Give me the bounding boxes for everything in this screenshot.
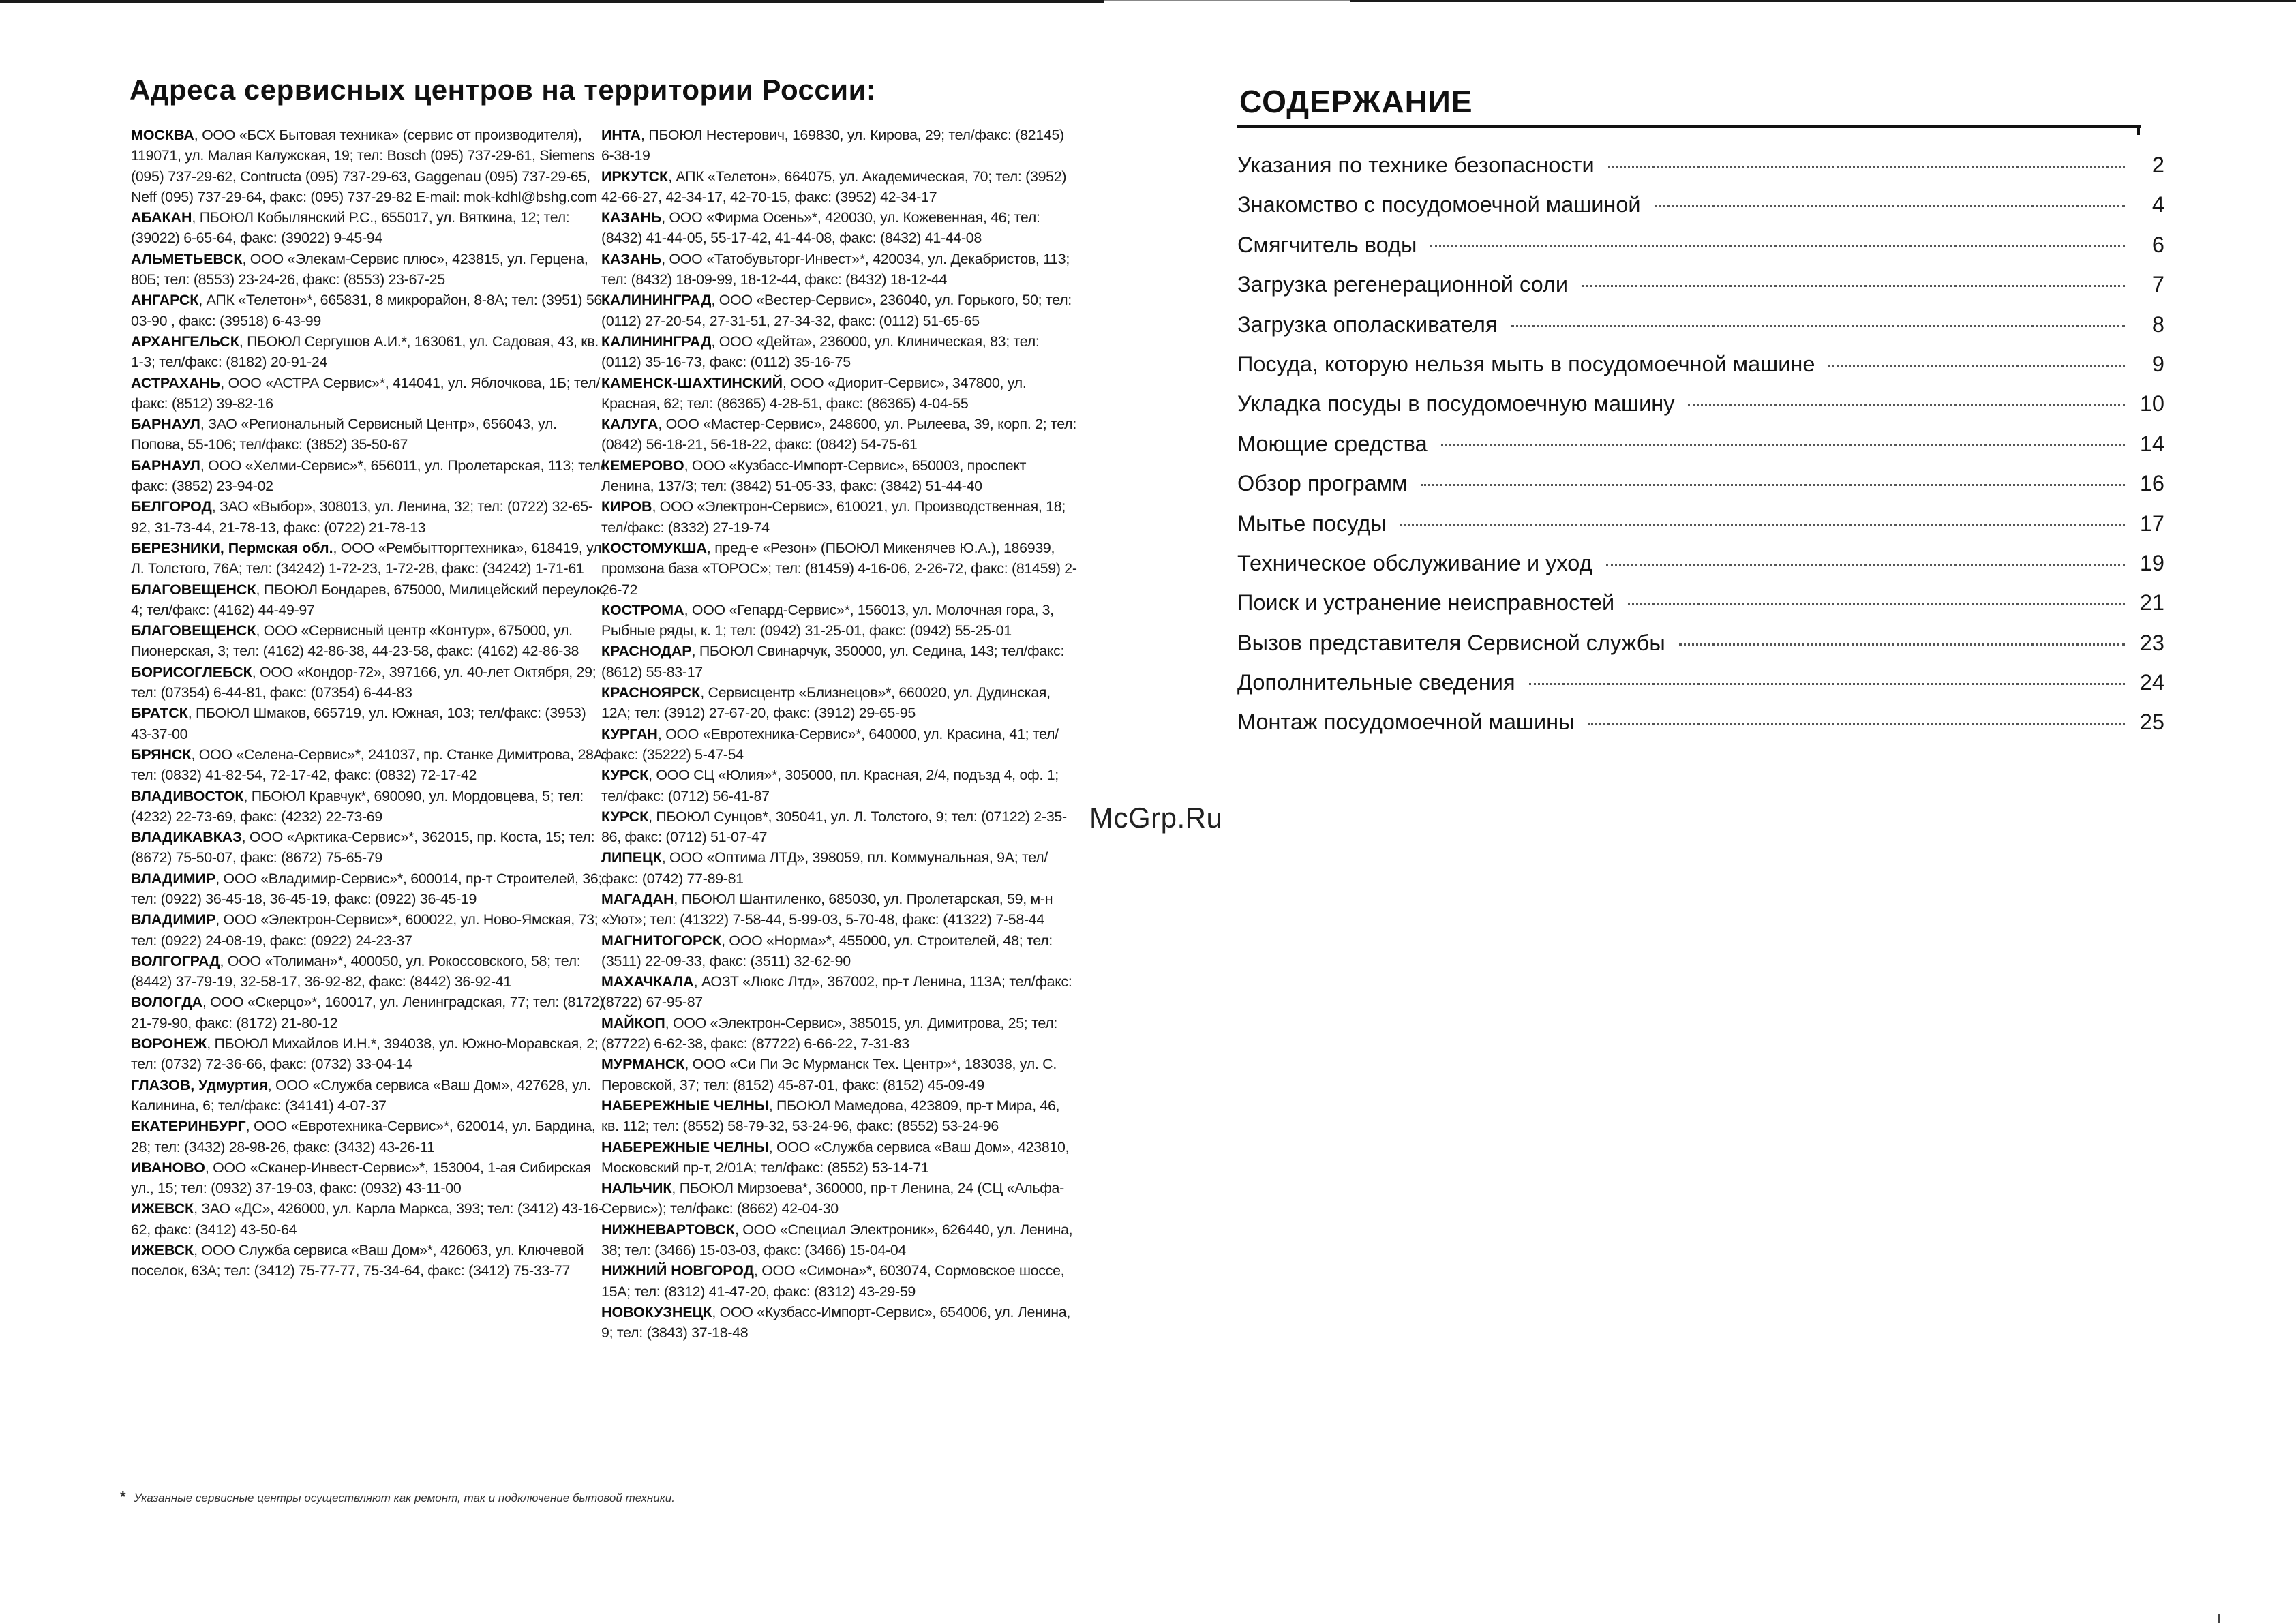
service-center-details: , ООО «Специал Электроник», 626440, ул. Ленина, 38; тел: (3466) 15-03-03, факс: (3466) 15-04-04 <box>601 1221 1073 1259</box>
service-center-city: КУРСК <box>601 808 649 825</box>
service-center-entry <box>601 496 1078 538</box>
service-center-details: , ООО «Дейта», 236000, ул. Клиническая, 83; тел: (0112) 35-16-73, факс: (0112) 35-16-75 <box>601 333 1040 371</box>
service-center-details: , ПБОЮЛ Михайлов И.Н.*, 394038, ул. Южно-Моравская, 2; тел: (0732) 72-36-66, факс: (0732) 33-04-14 <box>131 1035 599 1073</box>
service-center-entry <box>601 682 1078 724</box>
service-center-details: , ООО «Евротехника-Сервис»*, 620014, ул. Бардина, 28; тел: (3432) 28-98-26, факс: (3432) 43-26-11 <box>131 1118 596 1155</box>
service-center-entry <box>601 414 1078 455</box>
service-center-details: , ООО «Хелми-Сервис»*, 656011, ул. Пролетарская, 113; тел/факс: (3852) 23-94-02 <box>131 457 605 495</box>
service-center-details: , ООО «Рембытторгтехника», 618419, ул. Л. Толстого, 76А; тел: (34242) 1-72-23, 1-72-28, факс: (34242) 1-71-61 <box>131 539 605 577</box>
service-center-details: , ООО «Электрон-Сервис», 385015, ул. Димитрова, 25; тел: (87722) 6-62-38, факс: (87722) 6-66-22, 7-31-83 <box>601 1014 1058 1052</box>
service-center-details: , АОЗТ «Люкс Лтд», 367002, пр-т Ленина, 113А; тел/факс: (8722) 67-95-87 <box>601 973 1072 1011</box>
service-center-city: КОСТРОМА <box>601 601 684 618</box>
service-center-details: , ООО «Си Пи Эс Мурманск Тех. Центр»*, 183038, ул. С. Перовской, 37; тел: (8152) 45-87-01, факс: (8152) 45-09-49 <box>601 1056 1057 1093</box>
service-center-entry <box>601 1137 1078 1179</box>
service-center-city: КРАСНОДАР <box>601 643 692 660</box>
service-center-details: , ЗАО «Выбор», 308013, ул. Ленина, 32; тел: (0722) 32-65-92, 31-73-44, 21-78-13, факс: (0722) 21-78-13 <box>131 498 593 536</box>
service-center-city: КАЛУГА <box>601 416 659 433</box>
service-center-details: , ООО «Электрон-Сервис», 610021, ул. Производственная, 18; тел/факс: (8332) 27-19-74 <box>601 498 1066 536</box>
toc-dot-leader <box>1828 365 2125 367</box>
service-center-details: , ООО «Вестер-Сервис», 236040, ул. Горького, 50; тел: (0112) 27-20-54, 27-31-51, 27-34-32, факс: (0112) 51-65-65 <box>601 292 1072 329</box>
service-center-details: , ООО «Кузбасс-Импорт-Сервис», 654006, ул. Ленина, 9; тел: (3843) 37-18-48 <box>601 1303 1071 1341</box>
service-center-city: КУРСК <box>601 767 649 784</box>
service-center-city: МАГНИТОГОРСК <box>601 932 722 949</box>
service-center-city: КАЗАНЬ <box>601 209 662 226</box>
service-center-city: МАХАЧКАЛА <box>601 973 694 990</box>
service-center-city: БАРНАУЛ <box>131 457 200 474</box>
service-center-details: , ООО «Фирма Осень»*, 420030, ул. Кожевенная, 46; тел: (8432) 41-44-05, 55-17-42, 41-44-08, факс: (8432) 41-44-08 <box>601 209 1040 247</box>
service-center-entry <box>601 806 1078 848</box>
service-center-city: БРАТСК <box>131 705 188 722</box>
service-center-entry <box>601 1095 1078 1137</box>
toc-dot-leader <box>1628 603 2125 605</box>
service-center-city: БОРИСОГЛЕБСК <box>131 663 252 680</box>
toc-entry <box>1237 192 2164 232</box>
toc-entry-title: Мытье посуды <box>1237 511 1387 536</box>
toc-entry-title: Обзор программ <box>1237 471 1408 496</box>
service-center-city: ВЛАДИВОСТОК <box>131 787 244 804</box>
service-center-entry <box>131 496 608 538</box>
toc-dot-leader <box>1582 285 2125 287</box>
service-center-entry <box>601 641 1078 682</box>
service-center-details: , ООО «Кондор-72», 397166, ул. 40-лет Октября, 29; тел: (07354) 6-44-81, факс: (07354) 6-44-83 <box>131 663 596 701</box>
toc-entry-title: Моющие средства <box>1237 431 1428 456</box>
service-center-city: ВЛАДИКАВКАЗ <box>131 829 242 846</box>
service-center-details: , ПБОЮЛ Свинарчук, 350000, ул. Седина, 143; тел/факс: (8612) 55-83-17 <box>601 643 1065 680</box>
service-center-details: , ЗАО «ДС», 426000, ул. Карла Маркса, 393; тел: (3412) 43-16-62, факс: (3412) 43-50-64 <box>131 1200 603 1238</box>
service-center-details: , ПБОЮЛ Шантиленко, 685030, ул. Пролетарская, 59, м-н «Уют»; тел: (41322) 7-58-44, 5-99-03, 5-70-48, факс: (41322) 7-58-44 <box>601 890 1053 928</box>
toc-dot-leader <box>1400 524 2125 526</box>
service-center-entry <box>601 1219 1078 1261</box>
service-center-entry <box>601 1260 1078 1302</box>
service-center-entry <box>601 538 1078 600</box>
toc-page-number: 24 <box>2139 670 2164 695</box>
service-center-city: НОВОКУЗНЕЦК <box>601 1303 712 1320</box>
toc-page-number: 16 <box>2139 471 2164 496</box>
toc-entry <box>1237 670 2164 710</box>
service-center-city: КАЛИНИНГРАД <box>601 333 712 350</box>
service-center-entry <box>131 579 608 621</box>
toc-page-number: 21 <box>2139 590 2164 616</box>
service-center-details: , ПБОЮЛ Сергушов А.И.*, 163061, ул. Садовая, 43, кв. 1-3; тел/факс: (8182) 20-91-24 <box>131 333 599 371</box>
toc-page-number: 8 <box>2151 312 2164 337</box>
service-center-city: НАЛЬЧИК <box>601 1180 672 1197</box>
address-column-left <box>131 125 608 1281</box>
service-center-details: , ООО Служба сервиса «Ваш Дом»*, 426063, ул. Ключевой поселок, 63А; тел: (3412) 75-77-77, 75-34-64, факс: (3412) 75-33-77 <box>131 1242 584 1279</box>
service-center-details: , ООО «БСХ Бытовая техника» (сервис от производителя), 119071, ул. Малая Калужская, 19; тел: Bosch (095) 737-29-61, Siemens (095) 737-29-62, Contructa (095) 737-29-63, Gaggenau (095) 737-29-65, Neff (095) 737-29-64, факс: (095) 737-29-82 E-mail: mok-kdhl@bshg.com <box>131 127 598 205</box>
service-center-entry <box>131 290 608 331</box>
toc-dot-leader <box>1588 723 2125 725</box>
service-center-details: , ПБОЮЛ Нестерович, 169830, ул. Кирова, 29; тел/факс: (82145) 6-38-19 <box>601 127 1064 164</box>
toc-dot-leader <box>1421 484 2125 486</box>
toc-page-number: 7 <box>2151 272 2164 297</box>
service-center-entry <box>131 1075 608 1117</box>
toc-entry <box>1237 710 2164 749</box>
toc-entry-title: Посуда, которую нельзя мыть в посудомоечной машине <box>1237 351 1815 376</box>
service-center-entry <box>601 125 1078 166</box>
service-center-city: ИВАНОВО <box>131 1159 205 1176</box>
service-center-details: , ООО «Мастер-Сервис», 248600, ул. Рылеева, 39, корп. 2; тел: (0842) 56-18-21, 56-18-22, факс: (0842) 54-75-61 <box>601 416 1076 453</box>
scan-top-edge-left <box>0 0 1104 3</box>
service-center-details: , пред-е «Резон» (ПБОЮЛ Микенячев Ю.А.), 186939, промзона база «ТОРОС»; тел: (81459) 4-16-06, 2-26-72, факс: (81459) 2-26-72 <box>601 539 1077 598</box>
toc-entry-title: Смягчитель воды <box>1237 232 1417 257</box>
scan-corner-mark <box>2218 1614 2220 1623</box>
toc-entry <box>1237 312 2164 352</box>
service-center-city: МУРМАНСК <box>601 1056 685 1073</box>
service-center-details: , ПБОЮЛ Мирзоева*, 360000, пр-т Ленина, 24 (СЦ «Альфа-Сервис»); тел/факс: (8662) 42-04-30 <box>601 1180 1064 1217</box>
service-center-details: , ООО СЦ «Юлия»*, 305000, пл. Красная, 2/4, подъзд 4, оф. 1; тел/факс: (0712) 56-41-87 <box>601 767 1059 804</box>
service-center-entry <box>601 889 1078 930</box>
service-center-entry <box>131 455 608 497</box>
service-center-details: , ООО «Сервисный центр «Контур», 675000, ул. Пионерская, 3; тел: (4162) 42-86-38, 44-23-58, факс: (4162) 42-86-38 <box>131 622 579 660</box>
toc-page-number: 2 <box>2151 153 2164 177</box>
service-center-details: , ООО «Служба сервиса «Ваш Дом», 423810, Московский пр-т, 2/01А; тел/факс: (8552) 53-14-71 <box>601 1138 1070 1176</box>
toc-dot-leader <box>1655 205 2125 207</box>
service-center-city: КАЗАНЬ <box>601 250 662 267</box>
toc-page-number: 25 <box>2139 710 2164 735</box>
service-center-entry <box>601 847 1078 889</box>
service-center-entry <box>131 125 608 207</box>
service-center-city: БЛАГОВЕЩЕНСК <box>131 581 256 598</box>
service-center-details: , ООО «АСТРА Сервис»*, 414041, ул. Яблочкова, 1Б; тел/факс: (8512) 39-82-16 <box>131 374 600 412</box>
service-center-entry <box>131 620 608 662</box>
service-center-city: ЛИПЕЦК <box>601 849 662 866</box>
service-center-entry <box>601 1178 1078 1219</box>
service-center-details: , ООО «Толиман»*, 400050, ул. Рокоссовского, 58; тел: (8442) 37-79-19, 32-58-17, 36-92-82, факс: (8442) 36-92-41 <box>131 952 581 990</box>
toc-dot-leader <box>1511 325 2126 327</box>
footnote <box>120 1488 938 1506</box>
service-center-details: , ООО «Кузбасс-Импорт-Сервис», 650003, проспект Ленина, 137/3; тел: (3842) 51-05-33, факс: (3842) 51-44-40 <box>601 457 1027 495</box>
toc-dot-leader <box>1688 404 2125 406</box>
service-center-entry <box>131 662 608 703</box>
service-center-city: НАБЕРЕЖНЫЕ ЧЕЛНЫ <box>601 1097 769 1114</box>
service-center-details: , ООО «Владимир-Сервис»*, 600014, пр-т Строителей, 36; тел: (0922) 36-45-18, 36-45-19, факс: (0922) 36-45-19 <box>131 870 603 907</box>
service-center-entry <box>131 909 608 951</box>
service-center-details: , ООО «Норма»*, 455000, ул. Строителей, 48; тел: (3511) 22-09-33, факс: (3511) 32-62-90 <box>601 932 1053 969</box>
service-center-city: КАЛИНИНГРАД <box>601 292 712 309</box>
toc-list <box>1237 153 2164 750</box>
service-center-city: ИЖЕВСК <box>131 1242 194 1259</box>
service-center-details: , АПК «Телетон»*, 665831, 8 микрорайон, 8-8А; тел: (3951) 56-03-90 , факс: (39518) 6-43-99 <box>131 292 607 329</box>
service-center-entry <box>131 1157 608 1199</box>
toc-entry <box>1237 153 2164 192</box>
toc-page-number: 23 <box>2139 630 2164 655</box>
service-center-city: АНГАРСК <box>131 292 199 309</box>
service-center-city: КОСТОМУКША <box>601 539 707 556</box>
toc-page-number: 19 <box>2139 550 2164 575</box>
service-center-details: , ООО «Арктика-Сервис»*, 362015, пр. Коста, 15; тел: (8672) 75-50-07, факс: (8672) 75-65-79 <box>131 829 595 866</box>
footnote-asterisk: * <box>120 1488 126 1505</box>
service-center-city: БЕЛГОРОД <box>131 498 212 515</box>
toc-page-number: 9 <box>2151 351 2164 376</box>
toc-title-rule <box>1237 125 2141 128</box>
service-center-entry <box>131 868 608 910</box>
service-center-city: КРАСНОЯРСК <box>601 684 701 701</box>
toc-entry <box>1237 352 2164 391</box>
toc-dot-leader <box>1529 683 2125 685</box>
service-center-entry <box>601 455 1078 497</box>
toc-entry-title: Вызов представителя Сервисной службы <box>1237 630 1665 655</box>
service-center-entry <box>131 744 608 786</box>
service-center-entry <box>131 207 608 249</box>
service-center-details: , ООО «Элекам-Сервис плюс», 423815, ул. Герцена, 80Б; тел: (8553) 23-24-26, факс: (8553) 23-67-25 <box>131 250 588 288</box>
toc-entry-title: Техническое обслуживание и уход <box>1237 550 1592 575</box>
toc-page-number: 14 <box>2139 431 2164 456</box>
service-center-city: ВЛАДИМИР <box>131 870 216 887</box>
service-center-entry <box>131 373 608 414</box>
toc-entry <box>1237 551 2164 590</box>
service-center-details: , ООО «Скерцо»*, 160017, ул. Ленинградская, 77; тел: (8172) 21-79-90, факс: (8172) 21-80-12 <box>131 994 604 1031</box>
service-center-entry <box>601 249 1078 290</box>
toc-page-number: 10 <box>2139 391 2164 416</box>
service-center-city: МАГАДАН <box>601 890 674 907</box>
toc-page-number: 6 <box>2151 232 2164 257</box>
toc-entry-title: Дополнительные сведения <box>1237 670 1515 695</box>
service-center-city: АБАКАН <box>131 209 192 226</box>
service-center-entry <box>601 971 1078 1013</box>
watermark: McGrp.Ru <box>1089 802 1223 834</box>
toc-entry <box>1237 471 2164 511</box>
service-center-details: , ПБОЮЛ Мамедова, 423809, пр-т Мира, 46, кв. 112; тел: (8552) 58-79-32, 53-24-96, факс: (8552) 53-24-96 <box>601 1097 1060 1135</box>
service-center-entry <box>601 765 1078 806</box>
service-center-entry <box>131 1033 608 1075</box>
service-center-entry <box>131 538 608 579</box>
service-center-city: ВОЛГОГРАД <box>131 952 220 969</box>
service-center-entry <box>131 951 608 992</box>
service-center-details: , ООО «Евротехника-Сервис»*, 640000, ул. Красина, 41; тел/факс: (35222) 5-47-54 <box>601 725 1059 763</box>
service-center-city: БРЯНСК <box>131 746 192 763</box>
toc-entry-title: Поиск и устранение неисправностей <box>1237 590 1615 616</box>
service-center-entry <box>131 703 608 744</box>
service-center-details: , ПБОЮЛ Сунцов*, 305041, ул. Л. Толстого, 9; тел: (07122) 2-35-86, факс: (0712) 51-07-47 <box>601 808 1067 846</box>
toc-entry <box>1237 232 2164 272</box>
service-center-details: , ЗАО «Региональный Сервисный Центр», 656043, ул. Попова, 55-106; тел/факс: (3852) 35-50-67 <box>131 416 557 453</box>
addresses-title: Адреса сервисных центров на территории России: <box>130 74 877 106</box>
service-center-entry <box>131 1198 608 1240</box>
toc-entry-title: Укладка посуды в посудомоечную машину <box>1237 391 1675 416</box>
service-center-city: ВОЛОГДА <box>131 994 202 1011</box>
service-center-city: НИЖНИЙ НОВГОРОД <box>601 1262 754 1279</box>
scan-top-edge-mid <box>1104 0 1350 1</box>
toc-page-number: 4 <box>2151 192 2164 217</box>
toc-entry <box>1237 431 2164 471</box>
service-center-entry <box>601 166 1078 208</box>
toc-dot-leader <box>1606 564 2125 566</box>
service-center-city: МАЙКОП <box>601 1014 665 1031</box>
service-center-city: БЕРЕЗНИКИ, Пермская обл. <box>131 539 333 556</box>
service-center-city: БАРНАУЛ <box>131 416 200 433</box>
service-center-details: , ООО «Служба сервиса «Ваш Дом», 427628, ул. Калинина, 6; тел/факс: (34141) 4-07-37 <box>131 1076 591 1114</box>
service-center-entry <box>601 930 1078 972</box>
service-center-entry <box>131 414 608 455</box>
service-center-details: , ООО «Электрон-Сервис»*, 600022, ул. Ново-Ямская, 73; тел: (0922) 24-08-19, факс: (0922) 24-23-37 <box>131 911 599 949</box>
service-center-city: КУРГАН <box>601 725 658 742</box>
footnote-text: Указанные сервисные центры осуществляют как ремонт, так и подключение бытовой техники. <box>134 1491 675 1504</box>
service-center-details: , ООО «Селена-Сервис»*, 241037, пр. Станке Димитрова, 28А; тел: (0832) 41-82-54, 72-17-42, факс: (0832) 72-17-42 <box>131 746 607 784</box>
toc-dot-leader <box>1430 245 2125 247</box>
service-center-entry <box>131 1240 608 1281</box>
scan-top-edge-right <box>1350 0 2296 2</box>
service-center-details: , ООО «Диорит-Сервис», 347800, ул. Красная, 62; тел: (86365) 4-28-51, факс: (86365) 4-04-55 <box>601 374 1027 412</box>
service-center-details: , ООО «Гепард-Сервис»*, 156013, ул. Молочная гора, 3, Рыбные ряды, к. 1; тел: (0942) 31-25-01, факс: (0942) 55-25-01 <box>601 601 1054 639</box>
toc-dot-leader <box>1608 166 2125 168</box>
service-center-entry <box>601 207 1078 249</box>
service-center-entry <box>601 373 1078 414</box>
service-center-city: ИНТА <box>601 127 641 143</box>
service-center-entry <box>131 786 608 828</box>
service-center-entry <box>601 290 1078 331</box>
service-center-city: КЕМЕРОВО <box>601 457 684 474</box>
toc-entry-title: Загрузка ополаскивателя <box>1237 312 1498 337</box>
service-center-details: , ПБОЮЛ Кравчук*, 690090, ул. Мордовцева, 5; тел: (4232) 22-73-69, факс: (4232) 22-73-69 <box>131 787 584 825</box>
toc-entry-title: Загрузка регенерационной соли <box>1237 272 1569 297</box>
service-center-details: , АПК «Телетон», 664075, ул. Академическая, 70; тел: (3952) 42-66-27, 42-34-17, 42-70-15, факс: (3952) 42-34-17 <box>601 168 1067 205</box>
service-center-entry <box>131 249 608 290</box>
service-center-details: , ООО «Татобувьторг-Инвест»*, 420034, ул. Декабристов, 113; тел: (8432) 18-09-99, 18-12-44, факс: (8432) 18-12-44 <box>601 250 1070 288</box>
toc-entry-title: Указания по технике безопасности <box>1237 153 1595 177</box>
toc-dot-leader <box>1441 444 2125 446</box>
toc-title: СОДЕРЖАНИЕ <box>1239 84 1473 119</box>
service-center-entry <box>601 1013 1078 1055</box>
service-center-city: НИЖНЕВАРТОВСК <box>601 1221 735 1238</box>
service-center-city: МОСКВА <box>131 127 194 143</box>
service-center-entry <box>601 331 1078 373</box>
service-center-city: БЛАГОВЕЩЕНСК <box>131 622 256 639</box>
toc-dot-leader <box>1679 643 2125 646</box>
service-center-details: , ООО «Симона»*, 603074, Сормовское шоссе, 15А; тел: (8312) 41-47-20, факс: (8312) 43-29-59 <box>601 1262 1065 1300</box>
service-center-entry <box>601 600 1078 641</box>
toc-entry-title: Знакомство с посудомоечной машиной <box>1237 192 1641 217</box>
service-center-details: , Сервисцентр «Близнецов»*, 660020, ул. Дудинская, 12А; тел: (3912) 27-67-20, факс: (3912) 29-65-95 <box>601 684 1051 722</box>
service-center-entry <box>131 1116 608 1157</box>
address-column-right <box>601 125 1078 1344</box>
service-center-city: АЛЬМЕТЬЕВСК <box>131 250 243 267</box>
service-center-city: АРХАНГЕЛЬСК <box>131 333 239 350</box>
service-center-city: ВЛАДИМИР <box>131 911 216 928</box>
toc-rule-tick <box>2137 127 2140 135</box>
service-center-city: ВОРОНЕЖ <box>131 1035 207 1052</box>
service-center-city: ГЛАЗОВ, Удмуртия <box>131 1076 268 1093</box>
toc-entry <box>1237 391 2164 431</box>
service-center-entry <box>131 992 608 1033</box>
service-center-details: , ООО «Сканер-Инвест-Сервис»*, 153004, 1-ая Сибирская ул., 15; тел: (0932) 37-19-03, факс: (0932) 43-11-00 <box>131 1159 591 1197</box>
service-center-details: , ПБОЮЛ Кобылянский Р.С., 655017, ул. Вяткина, 12; тел: (39022) 6-65-64, факс: (39022) 9-45-94 <box>131 209 570 247</box>
toc-entry <box>1237 511 2164 551</box>
service-center-details: , ПБОЮЛ Шмаков, 665719, ул. Южная, 103; тел/факс: (3953) 43-37-00 <box>131 705 586 742</box>
service-center-entry <box>601 1302 1078 1344</box>
service-center-details: , ПБОЮЛ Бондарев, 675000, Милицейский переулок, 4; тел/факс: (4162) 44-49-97 <box>131 581 607 618</box>
service-center-details: , ООО «Оптима ЛТД», 398059, пл. Коммунальная, 9А; тел/факс: (0742) 77-89-81 <box>601 849 1048 887</box>
service-center-entry <box>601 724 1078 765</box>
service-center-city: КАМЕНСК-ШАХТИНСКИЙ <box>601 374 783 391</box>
toc-entry <box>1237 590 2164 630</box>
service-center-city: АСТРАХАНЬ <box>131 374 221 391</box>
service-center-entry <box>131 331 608 373</box>
toc-page-number: 17 <box>2139 511 2164 536</box>
service-center-city: ИЖЕВСК <box>131 1200 194 1217</box>
toc-entry-title: Монтаж посудомоечной машины <box>1237 710 1575 735</box>
service-center-city: КИРОВ <box>601 498 652 515</box>
service-center-city: НАБЕРЕЖНЫЕ ЧЕЛНЫ <box>601 1138 769 1155</box>
service-center-city: ИРКУТСК <box>601 168 669 185</box>
toc-entry <box>1237 631 2164 670</box>
toc-entry <box>1237 272 2164 312</box>
service-center-entry <box>601 1054 1078 1095</box>
service-center-entry <box>131 827 608 868</box>
service-center-city: ЕКАТЕРИНБУРГ <box>131 1118 246 1135</box>
